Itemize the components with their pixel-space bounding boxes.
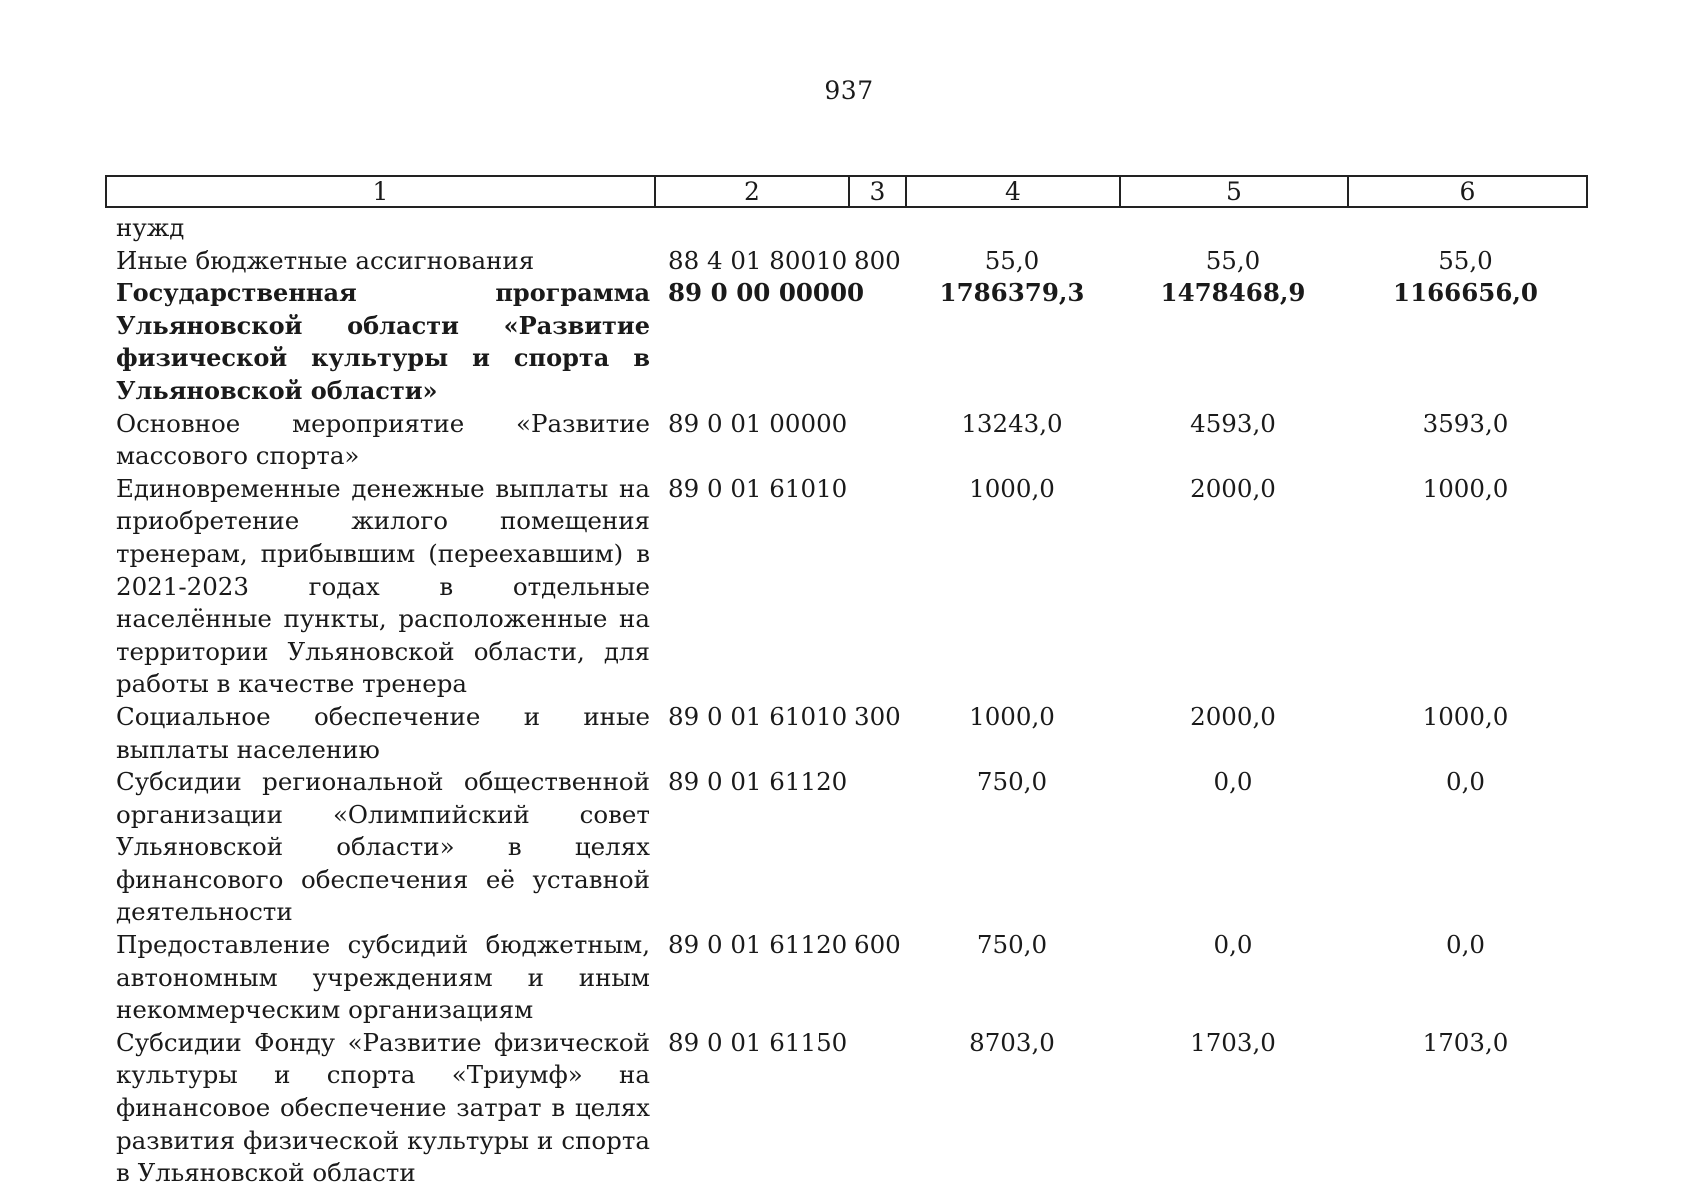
row-expense-type: 800 — [854, 245, 901, 275]
row-name: нужд — [116, 213, 185, 242]
table-row — [105, 212, 1588, 245]
table-row — [105, 245, 1588, 278]
column-header-6: 6 — [1459, 177, 1476, 206]
row-value-col5: 0,0 — [1213, 930, 1253, 960]
row-name: Единовременные денежные выплаты на приобретение жилого помещения тренерам, прибывшим (переехавшим) в 2021-2023 годах в отдельные населённые пункты, расположенные на территории Ульяновской области, для работы в качестве тренера — [116, 473, 650, 699]
column-header-4: 4 — [907, 177, 1121, 206]
row-value-col4: 1000,0 — [969, 701, 1055, 731]
row-code: 89 0 01 61010 — [668, 473, 848, 503]
row-value-col6: 1000,0 — [1422, 473, 1509, 503]
row-name: Социальное обеспечение и иные выплаты населению — [116, 701, 650, 764]
row-value-col4: 8703,0 — [969, 1027, 1055, 1057]
row-name: Предоставление субсидий бюджетным, автономным учреждениям и иным некоммерческим организациям — [116, 930, 650, 1025]
row-code: 89 0 00 00000 — [668, 278, 865, 308]
row-value-col4: 750,0 — [976, 930, 1048, 960]
row-value-col6: 1703,0 — [1422, 1027, 1509, 1057]
table-row — [105, 473, 1588, 701]
row-value-col5: 1478468,9 — [1160, 278, 1306, 308]
table-row — [105, 701, 1588, 766]
column-header-1: 1 — [107, 177, 656, 206]
column-header-row — [105, 175, 1588, 208]
row-name: Субсидии региональной общественной организации «Олимпийский совет Ульяновской области» в целях финансового обеспечения её уставной деятельности — [116, 767, 650, 927]
row-code: 89 0 01 61120 — [668, 767, 848, 797]
column-header-2: 2 — [656, 177, 850, 206]
table-row — [105, 408, 1588, 473]
row-value-col6: 0,0 — [1446, 930, 1485, 960]
row-value-col5: 2000,0 — [1190, 473, 1276, 503]
row-value-col5: 2000,0 — [1190, 701, 1276, 731]
row-value-col4: 750,0 — [976, 767, 1048, 797]
row-value-col6: 1000,0 — [1422, 701, 1509, 731]
row-value-col5: 1703,0 — [1190, 1027, 1276, 1057]
row-value-col5: 0,0 — [1213, 767, 1253, 797]
page-number: 937 — [824, 76, 874, 105]
table-row — [105, 766, 1588, 929]
row-value-col5: 4593,0 — [1190, 408, 1276, 438]
row-expense-type: 300 — [854, 701, 901, 731]
column-header-5: 5 — [1121, 177, 1349, 206]
row-value-col4: 13243,0 — [961, 408, 1063, 438]
row-name: Иные бюджетные ассигнования — [116, 245, 535, 275]
row-value-col4: 1786379,3 — [939, 278, 1085, 308]
row-code: 89 0 01 00000 — [668, 408, 848, 438]
column-header-3: 3 — [850, 177, 907, 206]
table-row — [105, 1027, 1588, 1190]
row-code: 88 4 01 80010 — [668, 245, 848, 275]
row-name: Основное мероприятие «Развитие массового спорта» — [116, 408, 650, 471]
row-value-col6: 55,0 — [1438, 245, 1493, 275]
row-name: Государственная программа Ульяновской области «Развитие физической культуры и спорта в Ульяновской области» — [116, 278, 650, 405]
table-body — [105, 212, 1588, 1190]
row-value-col4: 55,0 — [984, 245, 1040, 275]
row-value-col5: 55,0 — [1205, 245, 1261, 275]
row-expense-type: 600 — [854, 930, 901, 960]
row-code: 89 0 01 61150 — [668, 1027, 848, 1057]
row-value-col6: 3593,0 — [1422, 408, 1509, 438]
table-row — [105, 929, 1588, 1027]
row-name: Субсидии Фонду «Развитие физической культуры и спорта «Триумф» на финансовое обеспечение затрат в целях развития физической культуры и спорта в Ульяновской области — [116, 1027, 650, 1188]
row-value-col4: 1000,0 — [969, 473, 1055, 503]
row-value-col6: 1166656,0 — [1393, 278, 1538, 308]
row-value-col6: 0,0 — [1446, 767, 1485, 797]
table-row — [105, 277, 1588, 407]
row-code: 89 0 01 61010 — [668, 701, 848, 731]
row-code: 89 0 01 61120 — [668, 930, 848, 960]
